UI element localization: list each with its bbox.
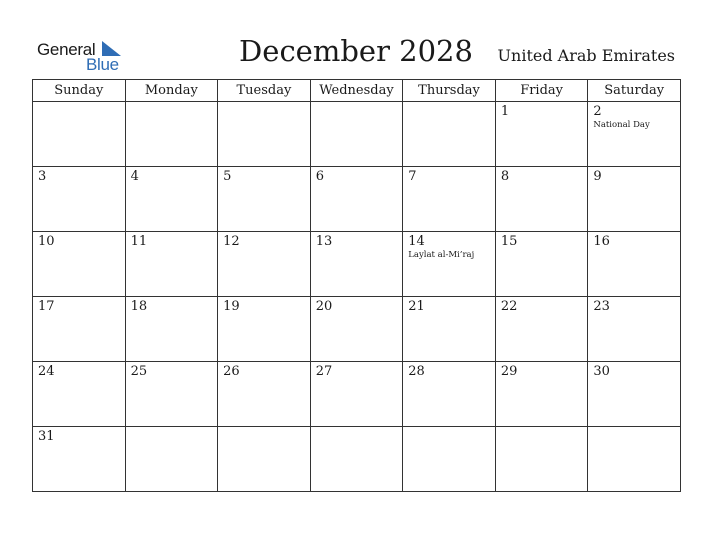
day-cell [310,102,403,167]
weekday-header-row [33,80,681,102]
day-cell [218,102,311,167]
day-cell [33,102,126,167]
weekday-tuesday: Tuesday [218,80,311,102]
country-label: United Arab Emirates [497,46,675,65]
day-cell [588,362,681,427]
day-cell [495,167,588,232]
day-cell [495,102,588,167]
day-number: 7 [408,169,417,184]
day-cell [588,297,681,362]
day-number: 6 [315,169,324,184]
day-cell [310,297,403,362]
day-cell [125,427,218,492]
day-number: 28 [408,364,425,379]
day-number: 27 [315,364,333,379]
day-number: 22 [500,299,518,314]
day-number: 9 [593,169,602,184]
day-cell [310,232,403,297]
day-cell [218,167,311,232]
day-cell [310,427,403,492]
weekday-sunday: Sunday [33,80,126,102]
day-number: 25 [130,364,148,379]
day-cell [403,362,496,427]
day-cell [495,297,588,362]
calendar-body [33,102,681,492]
day-cell [495,362,588,427]
day-number: 8 [500,169,510,184]
day-cell [403,297,496,362]
day-cell [33,427,126,492]
logo-general-text: General [37,40,96,59]
day-number: 19 [223,299,240,314]
week-row [33,297,681,362]
day-cell [125,362,218,427]
day-cell [588,102,681,167]
day-number: 26 [223,364,240,379]
day-cell [403,232,496,297]
day-number: 2 [593,104,602,119]
week-row [33,102,681,167]
day-number: 15 [500,234,518,249]
day-cell [218,427,311,492]
day-cell [403,427,496,492]
day-number: 14 [408,234,425,249]
weekday-saturday: Saturday [588,80,681,102]
day-number: 24 [38,364,55,379]
weekday-thursday: Thursday [403,80,496,102]
day-number: 21 [408,299,425,314]
day-cell [495,427,588,492]
weekday-friday: Friday [495,80,588,102]
day-number: 29 [500,364,518,379]
page-title: December 2028 [239,34,473,68]
day-cell [403,102,496,167]
day-cell [588,232,681,297]
week-row [33,232,681,297]
day-number: 10 [38,234,55,249]
day-cell [218,362,311,427]
day-cell [218,232,311,297]
day-cell [125,297,218,362]
day-number: 23 [593,299,610,314]
day-cell [588,427,681,492]
day-cell [125,232,218,297]
day-number: 30 [593,364,610,379]
day-cell [33,232,126,297]
day-cell [33,297,126,362]
day-cell [310,167,403,232]
day-number: 1 [500,104,510,119]
holiday-label: Laylat al-Mi’raj [408,250,475,260]
day-cell [125,167,218,232]
weekday-monday: Monday [125,80,218,102]
week-row [33,167,681,232]
day-cell [218,297,311,362]
day-number: 18 [130,299,148,314]
logo-blue-text: Blue [86,55,119,74]
day-number: 5 [223,169,232,184]
week-row [33,362,681,427]
day-number: 20 [315,299,333,314]
day-number: 12 [223,234,240,249]
day-number: 4 [130,169,139,184]
day-cell [33,362,126,427]
week-row [33,427,681,492]
weekday-wednesday: Wednesday [310,80,403,102]
day-cell [495,232,588,297]
day-cell [403,167,496,232]
day-cell [33,167,126,232]
day-number: 11 [130,234,148,249]
day-number: 16 [593,234,610,249]
day-number: 31 [38,429,55,444]
day-number: 13 [315,234,333,249]
day-number: 17 [38,299,55,314]
day-cell [310,362,403,427]
holiday-label: National Day [593,120,650,130]
calendar-grid [32,79,681,492]
day-number: 3 [38,169,47,184]
day-cell [588,167,681,232]
day-cell [125,102,218,167]
